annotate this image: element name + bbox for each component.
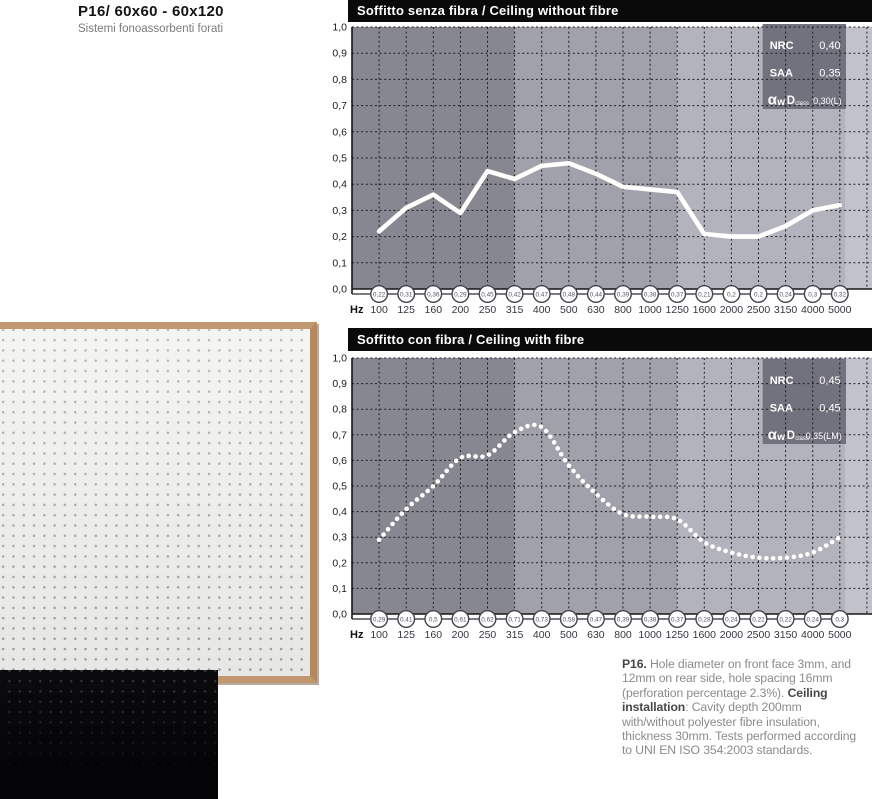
svg-text:200: 200 [451, 629, 470, 641]
page-title: P16/ 60x60 - 60x120 [78, 3, 224, 20]
svg-text:0,28: 0,28 [698, 616, 711, 624]
svg-text:500: 500 [560, 629, 578, 641]
svg-text:0,30(L): 0,30(L) [813, 96, 842, 106]
svg-text:315: 315 [505, 304, 524, 316]
svg-text:0,4: 0,4 [332, 178, 347, 191]
svg-text:w: w [777, 432, 785, 443]
svg-text:0,29: 0,29 [372, 616, 386, 624]
svg-text:250: 250 [478, 629, 497, 641]
svg-text:800: 800 [614, 629, 632, 641]
svg-text:0,39: 0,39 [616, 616, 630, 624]
svg-text:0,73: 0,73 [535, 616, 548, 624]
hz-label: Hz [350, 629, 364, 641]
svg-text:0,47: 0,47 [589, 616, 603, 624]
hz-label: Hz [350, 304, 364, 316]
svg-text:0,24: 0,24 [779, 291, 792, 299]
svg-text:1000: 1000 [638, 304, 662, 316]
d-class-label: D [786, 430, 796, 442]
svg-text:1,0: 1,0 [332, 22, 347, 34]
svg-text:4000: 4000 [801, 629, 825, 641]
black-panel-photo [0, 670, 218, 799]
svg-text:1,0: 1,0 [332, 352, 347, 365]
d-class-label: D [786, 95, 796, 107]
alpha-w-label: α [767, 91, 777, 109]
svg-text:0,45: 0,45 [819, 375, 841, 387]
svg-text:3150: 3150 [773, 629, 798, 641]
svg-text:4000: 4000 [801, 304, 825, 316]
svg-text:0,3: 0,3 [808, 291, 818, 299]
y-axis-labels [332, 22, 347, 296]
svg-text:SAA: SAA [769, 402, 793, 415]
svg-text:class: class [795, 101, 809, 107]
svg-text:800: 800 [614, 304, 632, 316]
svg-text:0,32: 0,32 [833, 291, 847, 299]
svg-text:0,6: 0,6 [332, 126, 347, 139]
chart-title: Soffitto senza fibra / Ceiling without fibre [348, 0, 872, 22]
svg-text:0,29: 0,29 [454, 291, 467, 299]
chart-title: Soffitto con fibra / Ceiling with fibre [348, 328, 872, 351]
svg-text:250: 250 [478, 304, 497, 316]
svg-text:0,22: 0,22 [752, 616, 765, 624]
svg-text:125: 125 [397, 629, 415, 641]
svg-text:315: 315 [505, 629, 524, 641]
svg-text:0,2: 0,2 [726, 291, 736, 299]
svg-text:500: 500 [560, 304, 578, 316]
svg-text:1250: 1250 [665, 629, 689, 641]
svg-text:0,1: 0,1 [332, 582, 347, 595]
svg-text:0,22: 0,22 [372, 291, 386, 299]
svg-text:0,35(LM): 0,35(LM) [805, 431, 842, 441]
svg-text:0,21: 0,21 [698, 291, 711, 299]
svg-text:0,3: 0,3 [835, 616, 845, 624]
svg-text:0,39: 0,39 [616, 291, 630, 299]
svg-text:2000: 2000 [719, 304, 744, 316]
svg-text:0,45: 0,45 [481, 291, 494, 299]
description-ceiling-text: : Cavity depth 200mm with/without polyester fibre insulation, thickness 30mm. Tests performed according to UNI EN ISO 354:2003 standards. [622, 700, 857, 758]
svg-text:0,1: 0,1 [332, 257, 347, 270]
svg-text:2500: 2500 [746, 629, 771, 641]
svg-text:3150: 3150 [773, 304, 798, 316]
svg-text:1000: 1000 [638, 629, 662, 641]
chart-plot-with-fibre [320, 351, 872, 647]
svg-text:0,9: 0,9 [332, 378, 347, 391]
svg-text:1600: 1600 [692, 629, 716, 641]
svg-text:0,42: 0,42 [508, 291, 521, 299]
description-p16-label: P16. [622, 657, 647, 671]
alpha-w-label: α [767, 426, 777, 444]
svg-text:class: class [795, 436, 809, 442]
svg-text:0,0: 0,0 [332, 608, 347, 621]
header [78, 3, 224, 35]
svg-text:0,3: 0,3 [332, 204, 347, 217]
svg-text:0,22: 0,22 [779, 616, 792, 624]
svg-text:0,37: 0,37 [670, 291, 684, 299]
svg-text:0,44: 0,44 [589, 291, 603, 299]
svg-text:5000: 5000 [828, 629, 852, 641]
x-axis-labels [350, 304, 852, 316]
svg-text:NRC: NRC [769, 40, 794, 52]
svg-text:0,5: 0,5 [332, 480, 347, 493]
svg-text:0,5: 0,5 [428, 616, 438, 624]
svg-text:0,2: 0,2 [332, 231, 347, 244]
svg-text:200: 200 [451, 304, 470, 316]
svg-text:0,31: 0,31 [399, 291, 413, 299]
svg-text:100: 100 [370, 304, 388, 316]
svg-text:160: 160 [424, 304, 443, 316]
svg-text:0,2: 0,2 [332, 557, 347, 570]
svg-text:0,58: 0,58 [562, 616, 576, 624]
svg-text:0,40: 0,40 [819, 40, 841, 52]
svg-text:0,9: 0,9 [332, 47, 347, 60]
svg-text:0,35: 0,35 [819, 67, 841, 80]
svg-text:0,47: 0,47 [535, 291, 548, 299]
svg-text:0,24: 0,24 [806, 616, 819, 624]
svg-text:0,8: 0,8 [332, 403, 347, 416]
svg-text:0,6: 0,6 [332, 454, 347, 467]
svg-text:0,37: 0,37 [670, 616, 684, 624]
svg-text:0,24: 0,24 [725, 616, 738, 624]
svg-text:100: 100 [370, 629, 388, 641]
svg-text:0,41: 0,41 [399, 616, 413, 624]
svg-text:0,3: 0,3 [332, 531, 347, 544]
svg-text:0,5: 0,5 [332, 152, 347, 165]
svg-text:400: 400 [532, 629, 551, 641]
perforated-panel-photo [0, 322, 317, 683]
chart-plot-without-fibre [320, 22, 872, 322]
svg-text:630: 630 [587, 304, 605, 316]
product-description [622, 657, 865, 758]
svg-text:0,7: 0,7 [332, 100, 347, 113]
chart-ceiling-without-fibre [320, 0, 872, 322]
x-axis-labels [350, 629, 852, 641]
svg-text:0,8: 0,8 [332, 73, 347, 86]
description-ceiling-label: Ceiling installation [622, 685, 828, 715]
chart-ceiling-with-fibre [320, 328, 872, 647]
svg-text:0,38: 0,38 [643, 291, 657, 299]
svg-text:0,7: 0,7 [332, 429, 347, 442]
svg-text:125: 125 [397, 304, 415, 316]
svg-text:0,38: 0,38 [643, 616, 657, 624]
y-axis-labels [332, 353, 347, 621]
svg-text:0,0: 0,0 [332, 283, 347, 296]
svg-text:0,71: 0,71 [508, 616, 521, 624]
page-subtitle: Sistemi fonoassorbenti forati [78, 23, 224, 35]
svg-text:0,62: 0,62 [481, 616, 494, 624]
svg-text:630: 630 [587, 629, 605, 641]
svg-text:0,45: 0,45 [819, 402, 841, 415]
svg-text:0,36: 0,36 [427, 291, 440, 299]
svg-text:1250: 1250 [665, 304, 689, 316]
svg-text:2000: 2000 [719, 629, 744, 641]
svg-text:400: 400 [532, 304, 551, 316]
svg-text:0,61: 0,61 [454, 616, 467, 624]
svg-text:0,4: 0,4 [332, 506, 347, 519]
svg-text:2500: 2500 [746, 304, 771, 316]
svg-text:w: w [777, 97, 785, 108]
svg-text:1600: 1600 [692, 304, 716, 316]
description-p16-text: Hole diameter on front face 3mm, and 12mm on rear side, hole spacing 16mm (perforation percentage 2.3%). [622, 657, 851, 700]
svg-text:160: 160 [424, 629, 443, 641]
svg-text:0,48: 0,48 [562, 291, 576, 299]
svg-text:5000: 5000 [828, 304, 852, 316]
svg-text:NRC: NRC [769, 375, 794, 387]
svg-text:0,2: 0,2 [754, 291, 763, 299]
svg-text:SAA: SAA [769, 67, 793, 80]
